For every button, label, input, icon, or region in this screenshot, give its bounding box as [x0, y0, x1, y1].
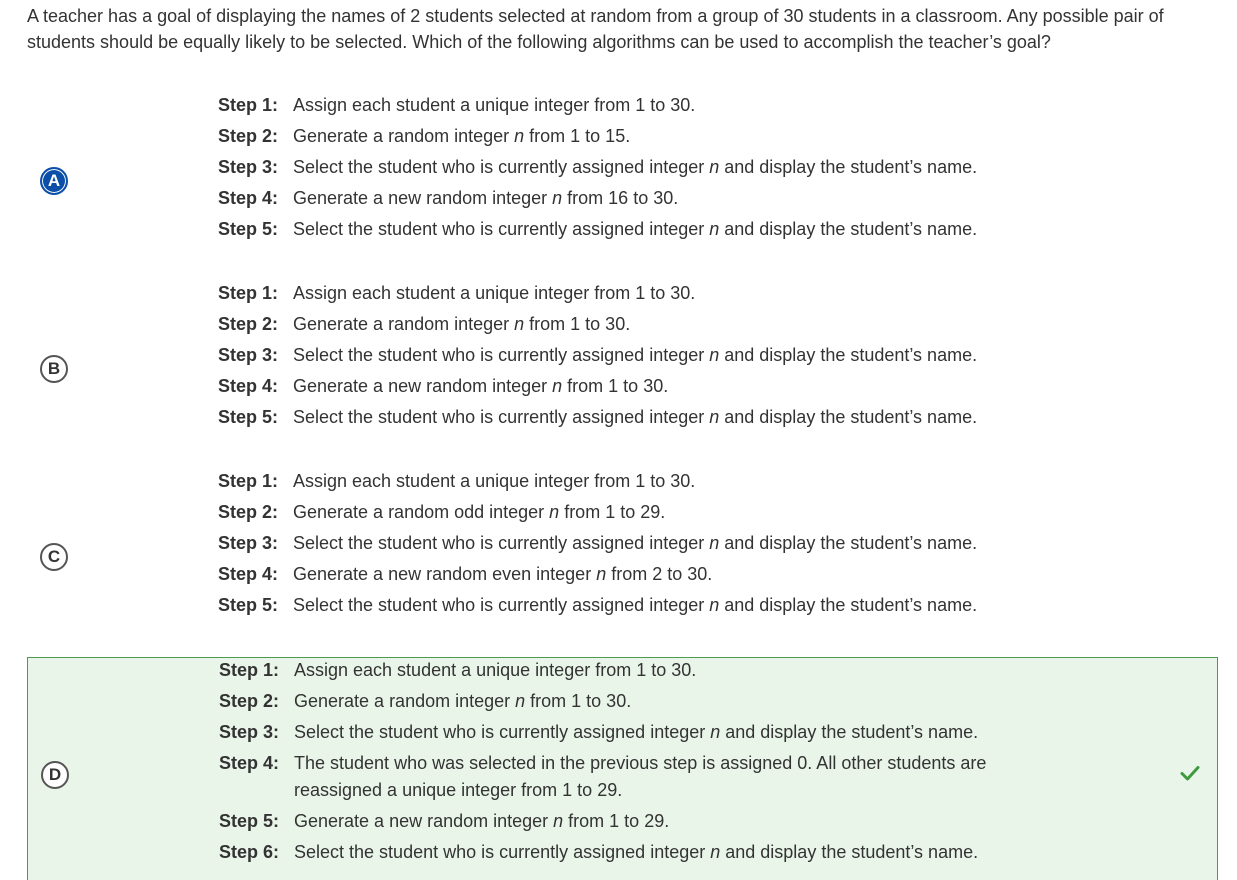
variable-n: n	[709, 219, 720, 239]
option-b-steps	[218, 280, 1068, 435]
step-text-part: Generate a random odd integer	[293, 502, 550, 522]
variable-n: n	[710, 842, 721, 862]
step-row	[218, 123, 1068, 150]
step-row	[218, 280, 1068, 307]
option-a-steps	[218, 92, 1068, 247]
step-label: Step 6:	[219, 842, 280, 862]
answer-option-a[interactable]	[27, 92, 1218, 248]
step-text	[293, 561, 1068, 588]
step-label: Step 1:	[218, 95, 279, 115]
step-text-part: and display the student’s name.	[719, 533, 978, 553]
step-text-part: and display the student’s name.	[720, 722, 979, 742]
step-row	[218, 311, 1068, 338]
step-label: Step 5:	[218, 407, 279, 427]
step-text	[294, 657, 1069, 684]
step-text-part: Assign each student a unique integer from 1 to 30.	[294, 660, 697, 680]
option-d-letter-badge[interactable]: D	[41, 761, 69, 789]
step-text-part: Assign each student a unique integer from 1 to 30.	[293, 471, 696, 491]
step-label: Step 2:	[219, 691, 280, 711]
answer-option-c[interactable]	[27, 468, 1218, 624]
step-text	[293, 123, 1068, 150]
step-text-part: Assign each student a unique integer from 1 to 30.	[293, 283, 696, 303]
step-text	[293, 311, 1068, 338]
step-row	[218, 342, 1068, 369]
step-label: Step 4:	[219, 753, 280, 773]
variable-n: n	[709, 595, 720, 615]
option-c-steps	[218, 468, 1068, 623]
step-text-part: Select the student who is currently assigned integer	[293, 533, 710, 553]
step-label: Step 5:	[218, 219, 279, 239]
checkmark-icon	[1179, 762, 1201, 784]
step-label: Step 4:	[218, 564, 279, 584]
step-row	[218, 468, 1068, 495]
step-text-part: from 2 to 30.	[606, 564, 713, 584]
step-text-part: Select the student who is currently assigned integer	[293, 345, 710, 365]
step-text-part: and display the student’s name.	[719, 219, 978, 239]
step-label: Step 3:	[218, 345, 279, 365]
step-label: Step 4:	[218, 376, 279, 396]
step-text-part: Generate a random integer	[293, 314, 515, 334]
step-text-part: Generate a new random integer	[293, 188, 553, 208]
step-text-part: Generate a random integer	[293, 126, 515, 146]
question-text: A teacher has a goal of displaying the names of 2 students selected at random from a group of 30 students in a classroom. Any possible pair of students should be equally likely to be selected. Which of the following algorithms can be used to accomplish the teacher’s goal?	[27, 6, 1164, 52]
step-row	[219, 657, 1069, 684]
step-text-part: Generate a new random even integer	[293, 564, 597, 584]
step-text-part: and display the student’s name.	[719, 595, 978, 615]
step-text	[293, 92, 1068, 119]
variable-n: n	[514, 126, 525, 146]
step-text-part: Select the student who is currently assigned integer	[294, 722, 711, 742]
step-label: Step 1:	[218, 471, 279, 491]
step-label: Step 4:	[218, 188, 279, 208]
step-text-part: Select the student who is currently assigned integer	[293, 407, 710, 427]
option-d-steps	[219, 657, 1069, 870]
option-c-letter-badge[interactable]: C	[40, 543, 68, 571]
step-text-part: from 1 to 30.	[524, 314, 631, 334]
step-label: Step 1:	[219, 660, 280, 680]
step-text-part: from 1 to 30.	[562, 376, 669, 396]
step-text	[293, 592, 1068, 619]
step-text-part: from 1 to 30.	[525, 691, 632, 711]
step-text-part: The student who was selected in the previous step is assigned 0. All other students are reassigned a unique integer from 1 to 29.	[294, 753, 987, 800]
step-text	[294, 688, 1069, 715]
step-row	[218, 216, 1068, 243]
step-text	[293, 468, 1068, 495]
step-row	[218, 561, 1068, 588]
step-row	[218, 499, 1068, 526]
step-row	[219, 839, 1069, 866]
variable-n: n	[549, 502, 560, 522]
step-text-part: Assign each student a unique integer from 1 to 30.	[293, 95, 696, 115]
variable-n: n	[514, 314, 525, 334]
step-text-part: Select the student who is currently assigned integer	[294, 842, 711, 862]
step-label: Step 2:	[218, 502, 279, 522]
step-label: Step 1:	[218, 283, 279, 303]
variable-n: n	[710, 722, 721, 742]
step-row	[218, 592, 1068, 619]
step-row	[219, 688, 1069, 715]
step-label: Step 3:	[218, 157, 279, 177]
step-text-part: and display the student’s name.	[720, 842, 979, 862]
step-text	[293, 530, 1068, 557]
step-row	[219, 719, 1069, 746]
option-a-letter-badge[interactable]: A	[40, 167, 68, 195]
variable-n: n	[552, 188, 563, 208]
step-text-part: Select the student who is currently assigned integer	[293, 219, 710, 239]
step-row	[219, 750, 1069, 804]
step-text	[294, 750, 1069, 804]
variable-n: n	[709, 345, 720, 365]
step-text-part: from 1 to 29.	[559, 502, 666, 522]
step-text-part: Generate a random integer	[294, 691, 516, 711]
variable-n: n	[552, 376, 563, 396]
answer-option-d[interactable]	[27, 657, 1218, 880]
variable-n: n	[596, 564, 607, 584]
step-label: Step 5:	[219, 811, 280, 831]
step-label: Step 2:	[218, 126, 279, 146]
variable-n: n	[515, 691, 526, 711]
step-row	[219, 808, 1069, 835]
step-text	[294, 719, 1069, 746]
step-label: Step 3:	[218, 533, 279, 553]
step-row	[218, 404, 1068, 431]
variable-n: n	[709, 407, 720, 427]
step-text-part: from 16 to 30.	[562, 188, 679, 208]
step-text	[293, 185, 1068, 212]
step-text	[293, 404, 1068, 431]
step-row	[218, 92, 1068, 119]
step-text-part: and display the student’s name.	[719, 407, 978, 427]
step-row	[218, 530, 1068, 557]
step-text-part: from 1 to 15.	[524, 126, 631, 146]
step-text-part: Select the student who is currently assigned integer	[293, 595, 710, 615]
variable-n: n	[709, 533, 720, 553]
answer-option-b[interactable]	[27, 280, 1218, 436]
step-label: Step 5:	[218, 595, 279, 615]
step-row	[218, 154, 1068, 181]
step-row	[218, 185, 1068, 212]
step-text-part: and display the student’s name.	[719, 157, 978, 177]
step-text	[293, 342, 1068, 369]
step-text-part: Generate a new random integer	[293, 376, 553, 396]
option-b-letter-badge[interactable]: B	[40, 355, 68, 383]
step-text	[293, 373, 1068, 400]
step-row	[218, 373, 1068, 400]
variable-n: n	[553, 811, 564, 831]
step-label: Step 2:	[218, 314, 279, 334]
step-text-part: and display the student’s name.	[719, 345, 978, 365]
step-label: Step 3:	[219, 722, 280, 742]
step-text-part: Select the student who is currently assigned integer	[293, 157, 710, 177]
step-text	[294, 839, 1069, 866]
step-text-part: from 1 to 29.	[563, 811, 670, 831]
step-text	[293, 280, 1068, 307]
step-text-part: Generate a new random integer	[294, 811, 554, 831]
variable-n: n	[709, 157, 720, 177]
step-text	[294, 808, 1069, 835]
step-text	[293, 216, 1068, 243]
step-text	[293, 499, 1068, 526]
step-text	[293, 154, 1068, 181]
